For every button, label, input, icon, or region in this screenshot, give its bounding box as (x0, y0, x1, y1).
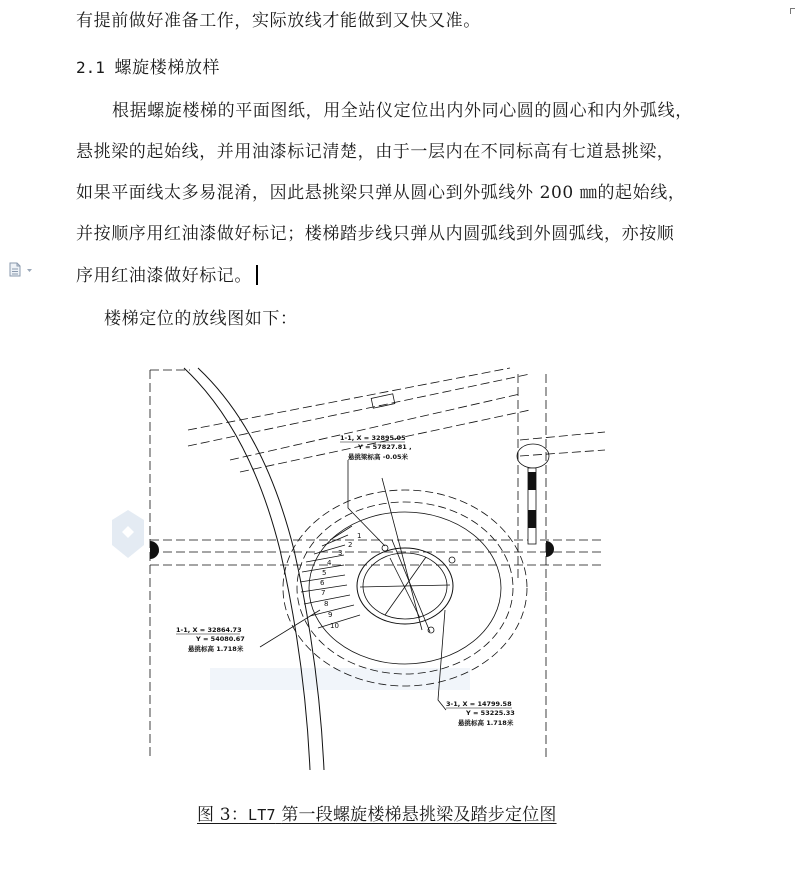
step-number: 9 (328, 611, 333, 619)
step-number: 2 (348, 541, 353, 549)
caption-text: 第一段螺旋楼梯悬挑梁及踏步定位图 (281, 805, 557, 825)
step-number: 7 (321, 589, 326, 597)
figure-caption (197, 800, 557, 825)
body-line-6-text: 序用红油漆做好标记。 (76, 266, 252, 286)
step-number: 5 (322, 569, 327, 577)
callout-1-line-2: Y = 57827.81 , (358, 443, 412, 451)
step-number: 4 (327, 559, 332, 567)
step-number: 8 (324, 600, 329, 608)
body-line-3: 悬挑梁的起始线，并用油漆标记清楚，由于一层内在不同标高有七道悬挑梁， (76, 142, 675, 162)
step-number: 1 (357, 532, 362, 540)
selection-corner-mark (790, 8, 795, 14)
document-icon[interactable] (8, 262, 36, 282)
chevron-down-icon (27, 269, 32, 272)
body-line-5: 并按顺序用红油漆做好标记；楼梯踏步线只弹从内圆弧线到外圆弧线，亦按顺 (76, 224, 675, 244)
step-number: 10 (330, 622, 339, 630)
caption-code: LT7 (248, 806, 276, 824)
caption-prefix: 图 3： (197, 805, 249, 825)
callout-2-line-2: Y = 54080.67 (196, 635, 245, 643)
stair-layout-drawing (100, 360, 620, 770)
callout-2-line-1: 1-1, X = 32864.73 (176, 626, 242, 634)
step-number: 3 (338, 549, 343, 557)
body-line-2: 根据螺旋楼梯的平面图纸，用全站仪定位出内外同心圆的圆心和内外弧线， (112, 101, 693, 121)
callout-3-line-3: 悬挑标高 1.718米 (458, 719, 514, 727)
section-heading (76, 53, 220, 78)
callout-3-line-2: Y = 53225.33 (466, 709, 515, 717)
text-cursor (256, 265, 258, 285)
heading-number: 2.1 (76, 58, 105, 77)
heading-title: 螺旋楼梯放样 (114, 58, 221, 78)
callout-3-line-1: 3-1, X = 14799.58 (446, 700, 512, 708)
body-line-1: 有提前做好准备工作，实际放线才能做到又快又准。 (76, 11, 481, 31)
body-line-4: 如果平面线太多易混淆，因此悬挑梁只弹从圆心到外弧线外 200 ㎜的起始线， (76, 183, 686, 203)
callout-2-line-3: 悬挑标高 1.718米 (188, 645, 244, 653)
step-number: 6 (320, 579, 325, 587)
callout-1-line-3: 悬挑梁标高 -0.05米 (348, 453, 408, 461)
callout-1-line-1: 1-1, X = 32895.05 (340, 434, 406, 442)
body-line-6 (76, 261, 258, 286)
body-line-7: 楼梯定位的放线图如下： (104, 309, 298, 329)
